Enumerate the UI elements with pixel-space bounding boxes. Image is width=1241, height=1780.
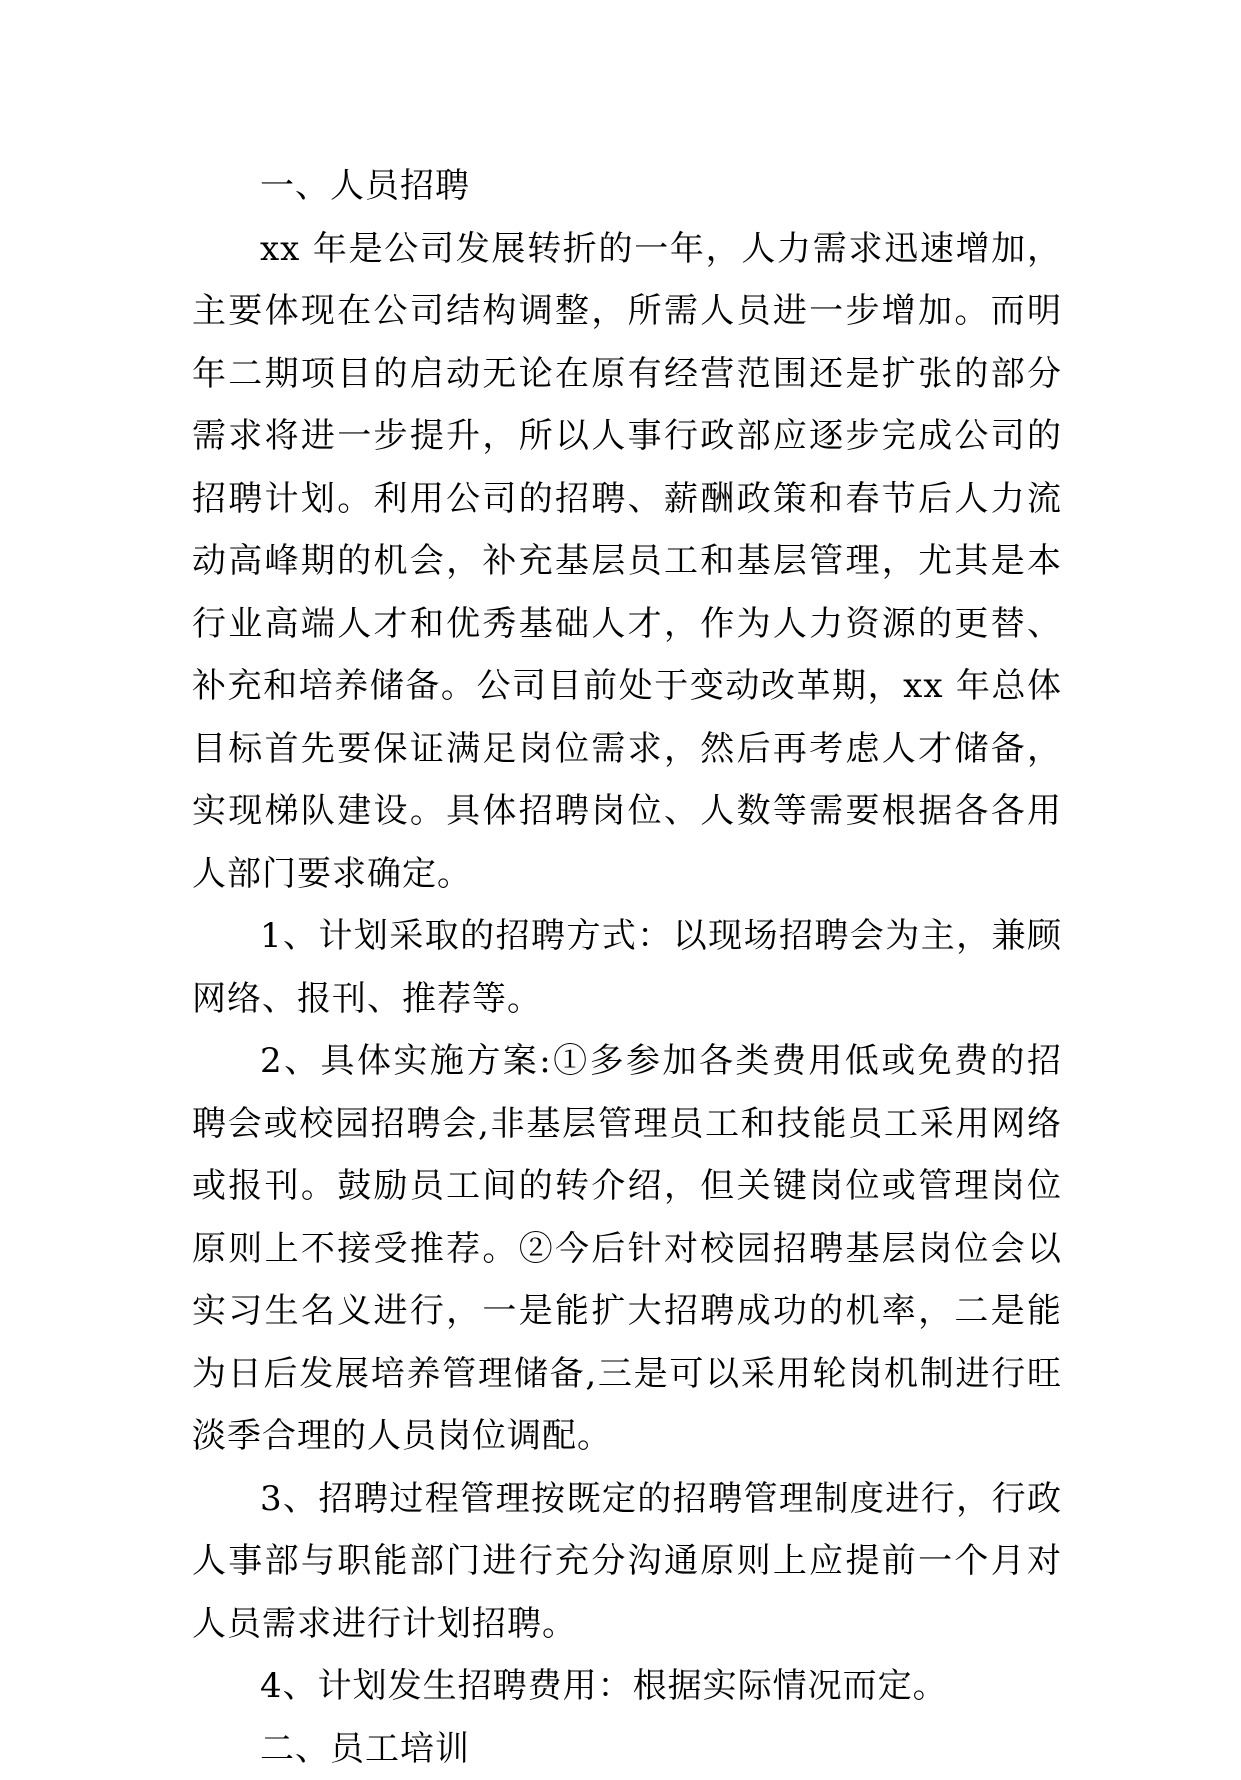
list-item-recruitment-cost: 4、计划发生招聘费用：根据实际情况而定。: [192, 1655, 1062, 1718]
list-item-implementation-plan: 2、具体实施方案:①多参加各类费用低或免费的招聘会或校园招聘会,非基层管理员工和技能员工采用网络或报刊。鼓励员工间的转介绍，但关键岗位或管理岗位原则上不接受推荐。②今后针对校园招聘基层岗位会以实习生名义进行，一是能扩大招聘成功的机率，二是能为日后发展培养管理储备,三是可以采用轮岗机制进行旺淡季合理的人员岗位调配。: [192, 1030, 1062, 1468]
document-page: [192, 155, 1062, 1780]
list-item-recruitment-method: 1、计划采取的招聘方式：以现场招聘会为主，兼顾网络、报刊、推荐等。: [192, 905, 1062, 1030]
section-heading-recruitment: 一、人员招聘: [192, 155, 1062, 218]
intro-paragraph: xx 年是公司发展转折的一年，人力需求迅速增加，主要体现在公司结构调整，所需人员进一步增加。而明年二期项目的启动无论在原有经营范围还是扩张的部分需求将进一步提升，所以人事行政部应逐步完成公司的招聘计划。利用公司的招聘、薪酬政策和春节后人力流动高峰期的机会，补充基层员工和基层管理，尤其是本行业高端人才和优秀基础人才，作为人力资源的更替、补充和培养储备。公司目前处于变动改革期，xx 年总体目标首先要保证满足岗位需求，然后再考虑人才储备，实现梯队建设。具体招聘岗位、人数等需要根据各各用人部门要求确定。: [192, 218, 1062, 906]
list-item-process-management: 3、招聘过程管理按既定的招聘管理制度进行，行政人事部与职能部门进行充分沟通原则上应提前一个月对人员需求进行计划招聘。: [192, 1468, 1062, 1656]
section-heading-training: 二、员工培训: [192, 1718, 1062, 1780]
